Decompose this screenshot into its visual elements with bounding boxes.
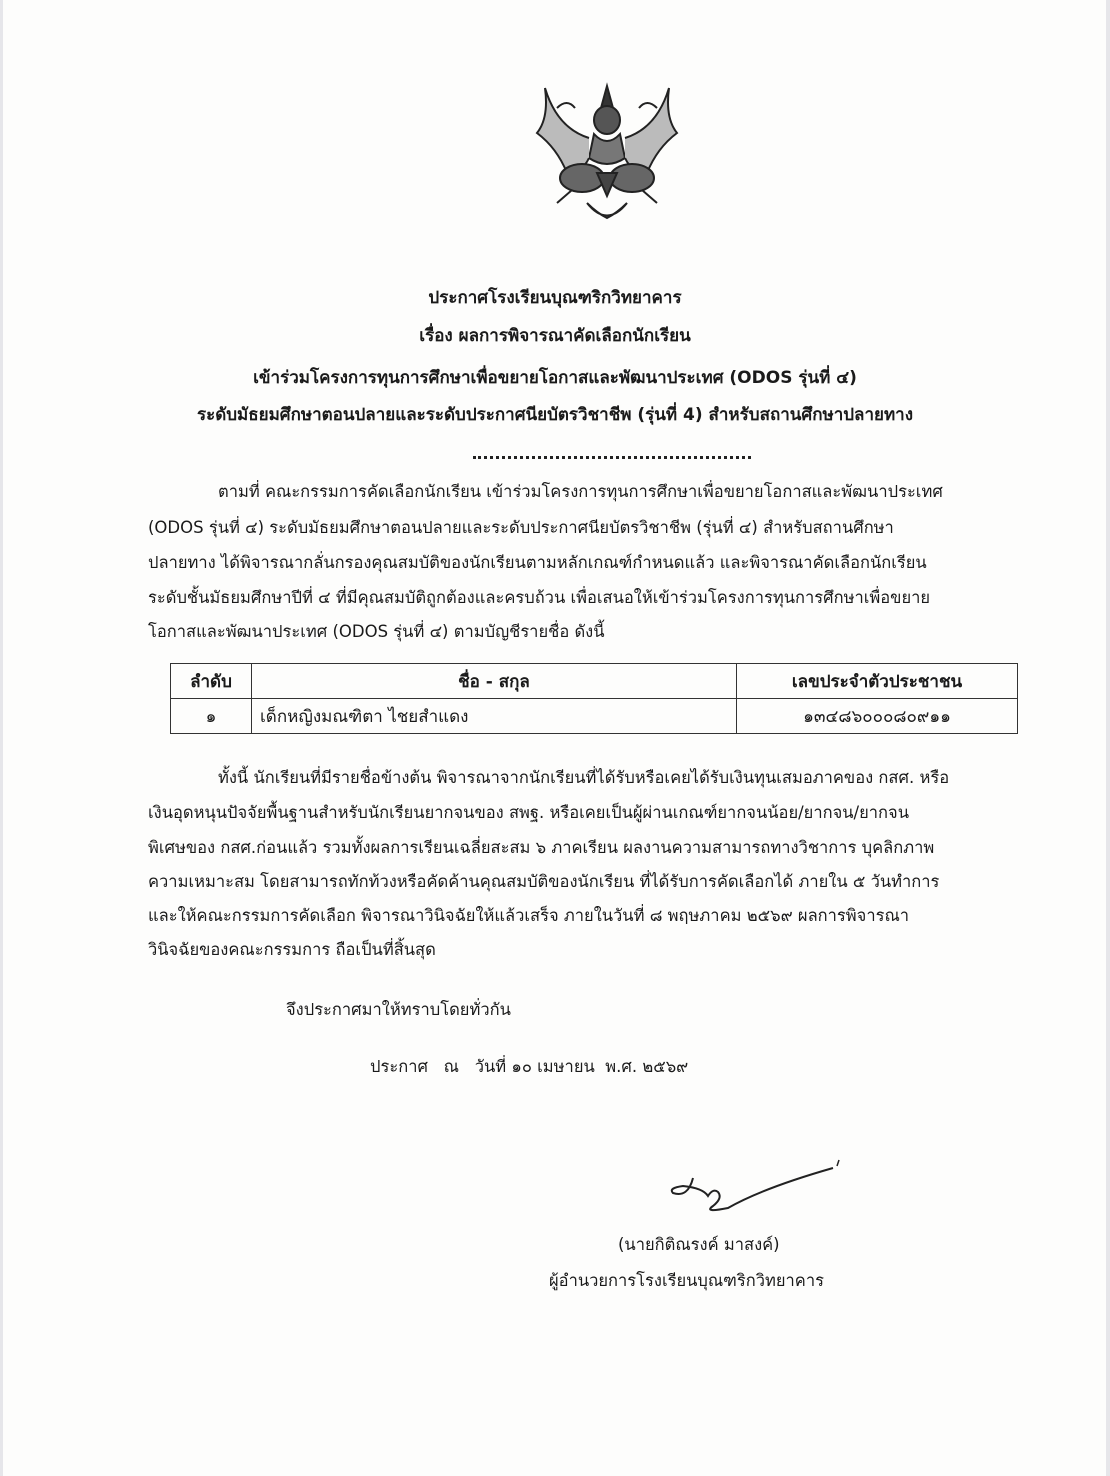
intro-line: ตามที่ คณะกรรมการคัดเลือกนักเรียน เข้าร่วมโครงการทุนการศึกษาเพื่อขยายโอกาสและพัฒนาประเทศ — [218, 482, 943, 501]
intro-line: โอกาสและพัฒนาประเทศ (ODOS รุ่นที่ ๔) ตามบัญชีรายชื่อ ดังนี้ — [148, 622, 605, 641]
signature — [663, 1158, 843, 1228]
intro-line: ปลายทาง ได้พิจารณากลั่นกรองคุณสมบัติของนักเรียนตามหลักเกณฑ์กำหนดแล้ว และพิจารณาคัดเลือกนักเรียน — [148, 553, 927, 572]
note-line: เงินอุดหนุนปัจจัยพื้นฐานสำหรับนักเรียนยากจนของ สพฐ. หรือเคยเป็นผู้ผ่านเกณฑ์ยากจนน้อย/ยากจน/ยากจน — [148, 803, 909, 822]
header-order: ลำดับ — [171, 664, 252, 699]
note-line: ความเหมาะสม โดยสามารถทักท้วงหรือคัดค้านคุณสมบัติของนักเรียน ที่ได้รับการคัดเลือกได้ ภายใน ๕ วันทำการ — [148, 872, 940, 891]
intro-line: (ODOS รุ่นที่ ๔) ระดับมัธยมศึกษาตอนปลายและระดับประกาศนียบัตรวิชาชีพ (รุ่นที่ ๔) สำหรับสถานศึกษา — [148, 518, 894, 537]
signatory-name: (นายกิติณรงค์ มาสงค์) — [618, 1235, 780, 1254]
student-table — [170, 663, 1018, 734]
dotted-divider — [473, 452, 751, 459]
closing-text: จึงประกาศมาให้ทราบโดยทั่วกัน — [286, 1000, 511, 1019]
header-id: เลขประจำตัวประชาชน — [737, 664, 1018, 699]
note-line: วินิจฉัยของคณะกรรมการ ถือเป็นที่สิ้นสุด — [148, 940, 436, 959]
document-page — [3, 0, 1106, 1476]
header-line4: ระดับมัธยมศึกษาตอนปลายและระดับประกาศนียบัตรวิชาชีพ (รุ่นที่ 4) สำหรับสถานศึกษาปลายทาง — [196, 405, 914, 425]
garuda-emblem-icon — [527, 78, 687, 228]
table-header-row — [171, 664, 1018, 699]
announce-date: ประกาศ ณ วันที่ ๑๐ เมษายน พ.ศ. ๒๕๖๙ — [370, 1057, 689, 1076]
cell-name: เด็กหญิงมณฑิตา ไชยสำแดง — [252, 699, 737, 734]
note-line: พิเศษของ กสศ.ก่อนแล้ว รวมทั้งผลการเรียนเฉลี่ยสะสม ๖ ภาคเรียน ผลงานความสามารถทางวิชาการ บุคลิกภาพ — [148, 838, 935, 857]
table-row — [171, 699, 1018, 734]
header-subject: เรื่อง ผลการพิจารณาคัดเลือกนักเรียน — [419, 326, 691, 346]
signatory-position: ผู้อำนวยการโรงเรียนบุณฑริกวิทยาคาร — [549, 1271, 824, 1290]
header-name: ชื่อ - สกุล — [252, 664, 737, 699]
cell-order: ๑ — [171, 699, 252, 734]
header-title: ประกาศโรงเรียนบุณฑริกวิทยาคาร — [428, 288, 682, 308]
cell-id: ๑๓๔๘๖๐๐๐๘๐๙๑๑ — [737, 699, 1018, 734]
note-line: และให้คณะกรรมการคัดเลือก พิจารณาวินิจฉัยให้แล้วเสร็จ ภายในวันที่ ๘ พฤษภาคม ๒๕๖๙ ผลการพิจารณา — [148, 906, 910, 925]
header-line3: เข้าร่วมโครงการทุนการศึกษาเพื่อขยายโอกาสและพัฒนาประเทศ (ODOS รุ่นที่ ๔) — [253, 368, 857, 388]
note-line: ทั้งนี้ นักเรียนที่มีรายชื่อข้างต้น พิจารณาจากนักเรียนที่ได้รับหรือเคยได้รับเงินทุนเสมอภาคของ กสศ. หรือ — [218, 768, 950, 787]
intro-line: ระดับชั้นมัธยมศึกษาปีที่ ๔ ที่มีคุณสมบัติถูกต้องและครบถ้วน เพื่อเสนอให้เข้าร่วมโครงการทุนการศึกษาเพื่อขยาย — [148, 588, 931, 607]
